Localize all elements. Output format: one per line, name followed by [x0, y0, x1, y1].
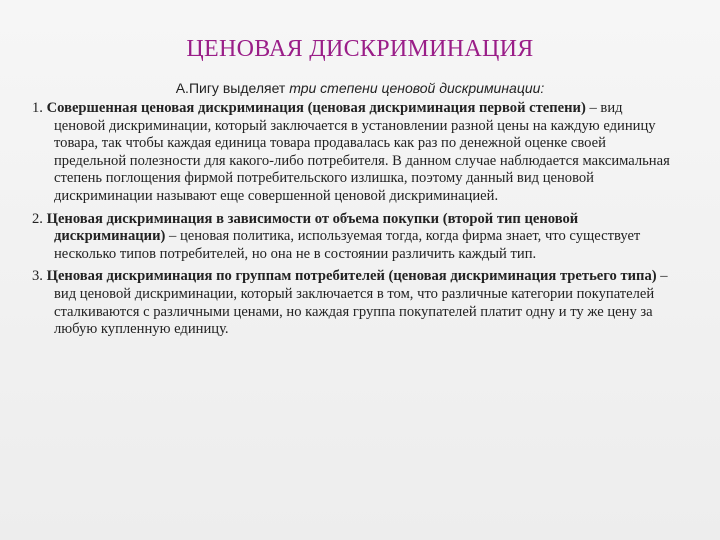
item-number: 1.: [32, 100, 47, 116]
item-definition: – вид ценовой дискриминации, который заключается в том, что различные категории покупателей сталкиваются с различными ценами, но каждая группа покупателей платит одну и ту же цену за любую купленную единицу.: [54, 268, 668, 338]
definition-list: [32, 100, 677, 344]
item-term: Ценовая дискриминация в зависимости от объема покупки (второй тип ценовой дискриминации): [46, 210, 579, 245]
item-definition: – вид ценовой дискриминации, который заключается в установлении разной цены на каждую единицу товара, так чтобы каждая единица товара продавалась как раз по денежной оценке своей предельной полезности для какого-либо потребителя. В данном случае наблюдается максимальная степень поглощения фирмой потребительского излишка, поэтому данный вид ценовой дискриминации называют еще совершенной ценовой дискриминацией.: [54, 100, 670, 204]
item-term: Ценовая дискриминация по группам потребителей (ценовая дискриминация третьего типа): [46, 268, 657, 285]
list-item: [32, 268, 677, 338]
slide-subtitle: [0, 80, 720, 96]
subtitle-prefix: А.Пигу выделяет: [175, 80, 290, 96]
list-item: [32, 100, 677, 206]
subtitle-italic: три степени ценовой дискриминации:: [289, 80, 545, 96]
item-number: 3.: [32, 268, 47, 285]
item-definition: – ценовая политика, используемая тогда, когда фирма знает, что существует несколько типов потребителей, но она не в состоянии различить каждый тип.: [54, 228, 641, 262]
item-term: Совершенная ценовая дискриминация (ценовая дискриминация первой степени): [46, 100, 586, 116]
list-item: [32, 211, 677, 264]
slide-title: ЦЕНОВАЯ ДИСКРИМИНАЦИЯ: [186, 36, 534, 62]
item-number: 2.: [32, 210, 47, 227]
